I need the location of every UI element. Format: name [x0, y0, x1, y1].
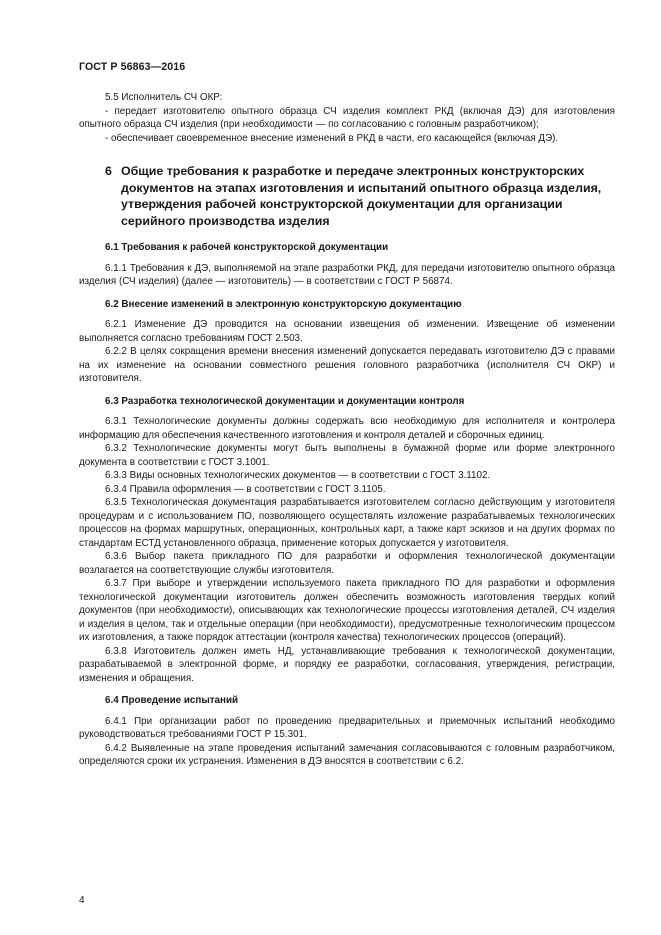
section-number: 6: [105, 164, 112, 178]
paragraph-6-3-5: 6.3.5 Технологическая документация разрабатывается изготовителем согласно действующим у изготовителя процедурам и с использованием ПО, позволяющего осуществлять изложение разрабатываемых технологических процессов на формах маршрутных, операционных, контрольных карт, а также карт эскизов и на других формах по стандартам ЕСТД установленного образца, применение которых допускается у изготовителя.: [79, 497, 615, 549]
document-header: ГОСТ Р 56863—2016: [79, 61, 186, 73]
paragraph-6-1-1: 6.1.1 Требования к ДЭ, выполняемой на этапе разработки РКД, для передачи изготовителю опытного образца изделия (СЧ изделия) (далее — изготовитель) — в соответствии с ГОСТ Р 56874.: [79, 262, 615, 287]
paragraph-6-2-1: 6.2.1 Изменение ДЭ проводится на основании извещения об изменении. Извещение об изменении выполняется согласно требованиям ГОСТ 2.503.: [79, 319, 615, 344]
paragraph-6-4-1: 6.4.1 При организации работ по проведению предварительных и приемочных испытаний необходимо руководствоваться требованиями ГОСТ Р 15.301.: [79, 715, 615, 740]
section-6-heading: [79, 163, 615, 229]
section-title: Общие требования к разработке и передаче электронных конструкторских документов на этапах изготовления и испытаний опытного образца изделия, утверждения рабочей конструкторской документации для организации серийного производства изделия: [121, 164, 602, 228]
document-body: [79, 91, 615, 769]
paragraph-6-3-1: 6.3.1 Технологические документы должны содержать всю необходимую для исполнителя и контролера информацию для обеспечения качественного изготовления и контроля деталей и сборочных единиц.: [79, 416, 615, 441]
bullet-item: - передает изготовителю опытного образца СЧ изделия комплект РКД (включая ДЭ) для изготовления опытного образца СЧ изделия (при необходимости — по согласованию с головным разработчиком);: [79, 105, 615, 130]
paragraph-6-3-3: 6.3.3 Виды основных технологических документов — в соответствии с ГОСТ 3.1102.: [105, 470, 491, 481]
subsection-6-1-heading: 6.1 Требования к рабочей конструкторской документации: [105, 242, 389, 253]
paragraph-6-2-2: 6.2.2 В целях сокращения времени внесения изменений допускается передавать изготовителю ДЭ с правами на их изменение на основании совместного решения головного разработчика (исполнителя СЧ ОКР) и изготовителя.: [79, 346, 615, 384]
bullet-item: - обеспечивает своевременное внесение изменений в РКД в части, его касающейся (включая ДЭ).: [105, 132, 559, 144]
paragraph-6-3-8: 6.3.8 Изготовитель должен иметь НД, устанавливающие требования к технологической документации, разрабатываемой в электронной форме, и порядку ее разработки, согласования, утверждения, регистрации, изменения и обращения.: [79, 645, 615, 684]
subsection-6-2-heading: 6.2 Внесение изменений в электронную конструкторскую документацию: [105, 298, 462, 310]
paragraph-6-3-6: 6.3.6 Выбор пакета прикладного ПО для разработки и оформления технологической документации возлагается на соответствующие службы изготовителя.: [79, 551, 615, 576]
subsection-6-3-heading: 6.3 Разработка технологической документации и документации контроля: [105, 395, 465, 407]
subsection-6-4-heading: 6.4 Проведение испытаний: [105, 695, 239, 706]
page-number: 4: [79, 895, 85, 906]
paragraph-6-4-2: 6.4.2 Выявленные на этапе проведения испытаний замечания согласовываются с головным разработчиком, определяются сроки их устранения. Изменения в ДЭ вносятся в соответствии с 6.2.: [79, 742, 615, 767]
paragraph-5-5: 5.5 Исполнитель СЧ ОКР:: [105, 92, 223, 103]
paragraph-6-3-4: 6.3.4 Правила оформления — в соответствии с ГОСТ 3.1105.: [105, 483, 386, 495]
paragraph-6-3-7: 6.3.7 При выборе и утверждении используемого пакета прикладного ПО для разработки и оформления технологической документации изготовитель должен обеспечить возможность изготовления твердых копий документов (при необходимости), описывающих как технологические процессы изготовления деталей, СЧ изделия и изделия в целом, так и отдельные операции (при необходимости), предусмотренные технологическим процессом их изготовления, а также порядок аттестации (контроля качества) технологических процессов (операций).: [79, 578, 615, 643]
paragraph-6-3-2: 6.3.2 Технологические документы могут быть выполнены в бумажной форме или форме электронного документа в соответствии с ГОСТ 3.1001.: [79, 443, 615, 468]
